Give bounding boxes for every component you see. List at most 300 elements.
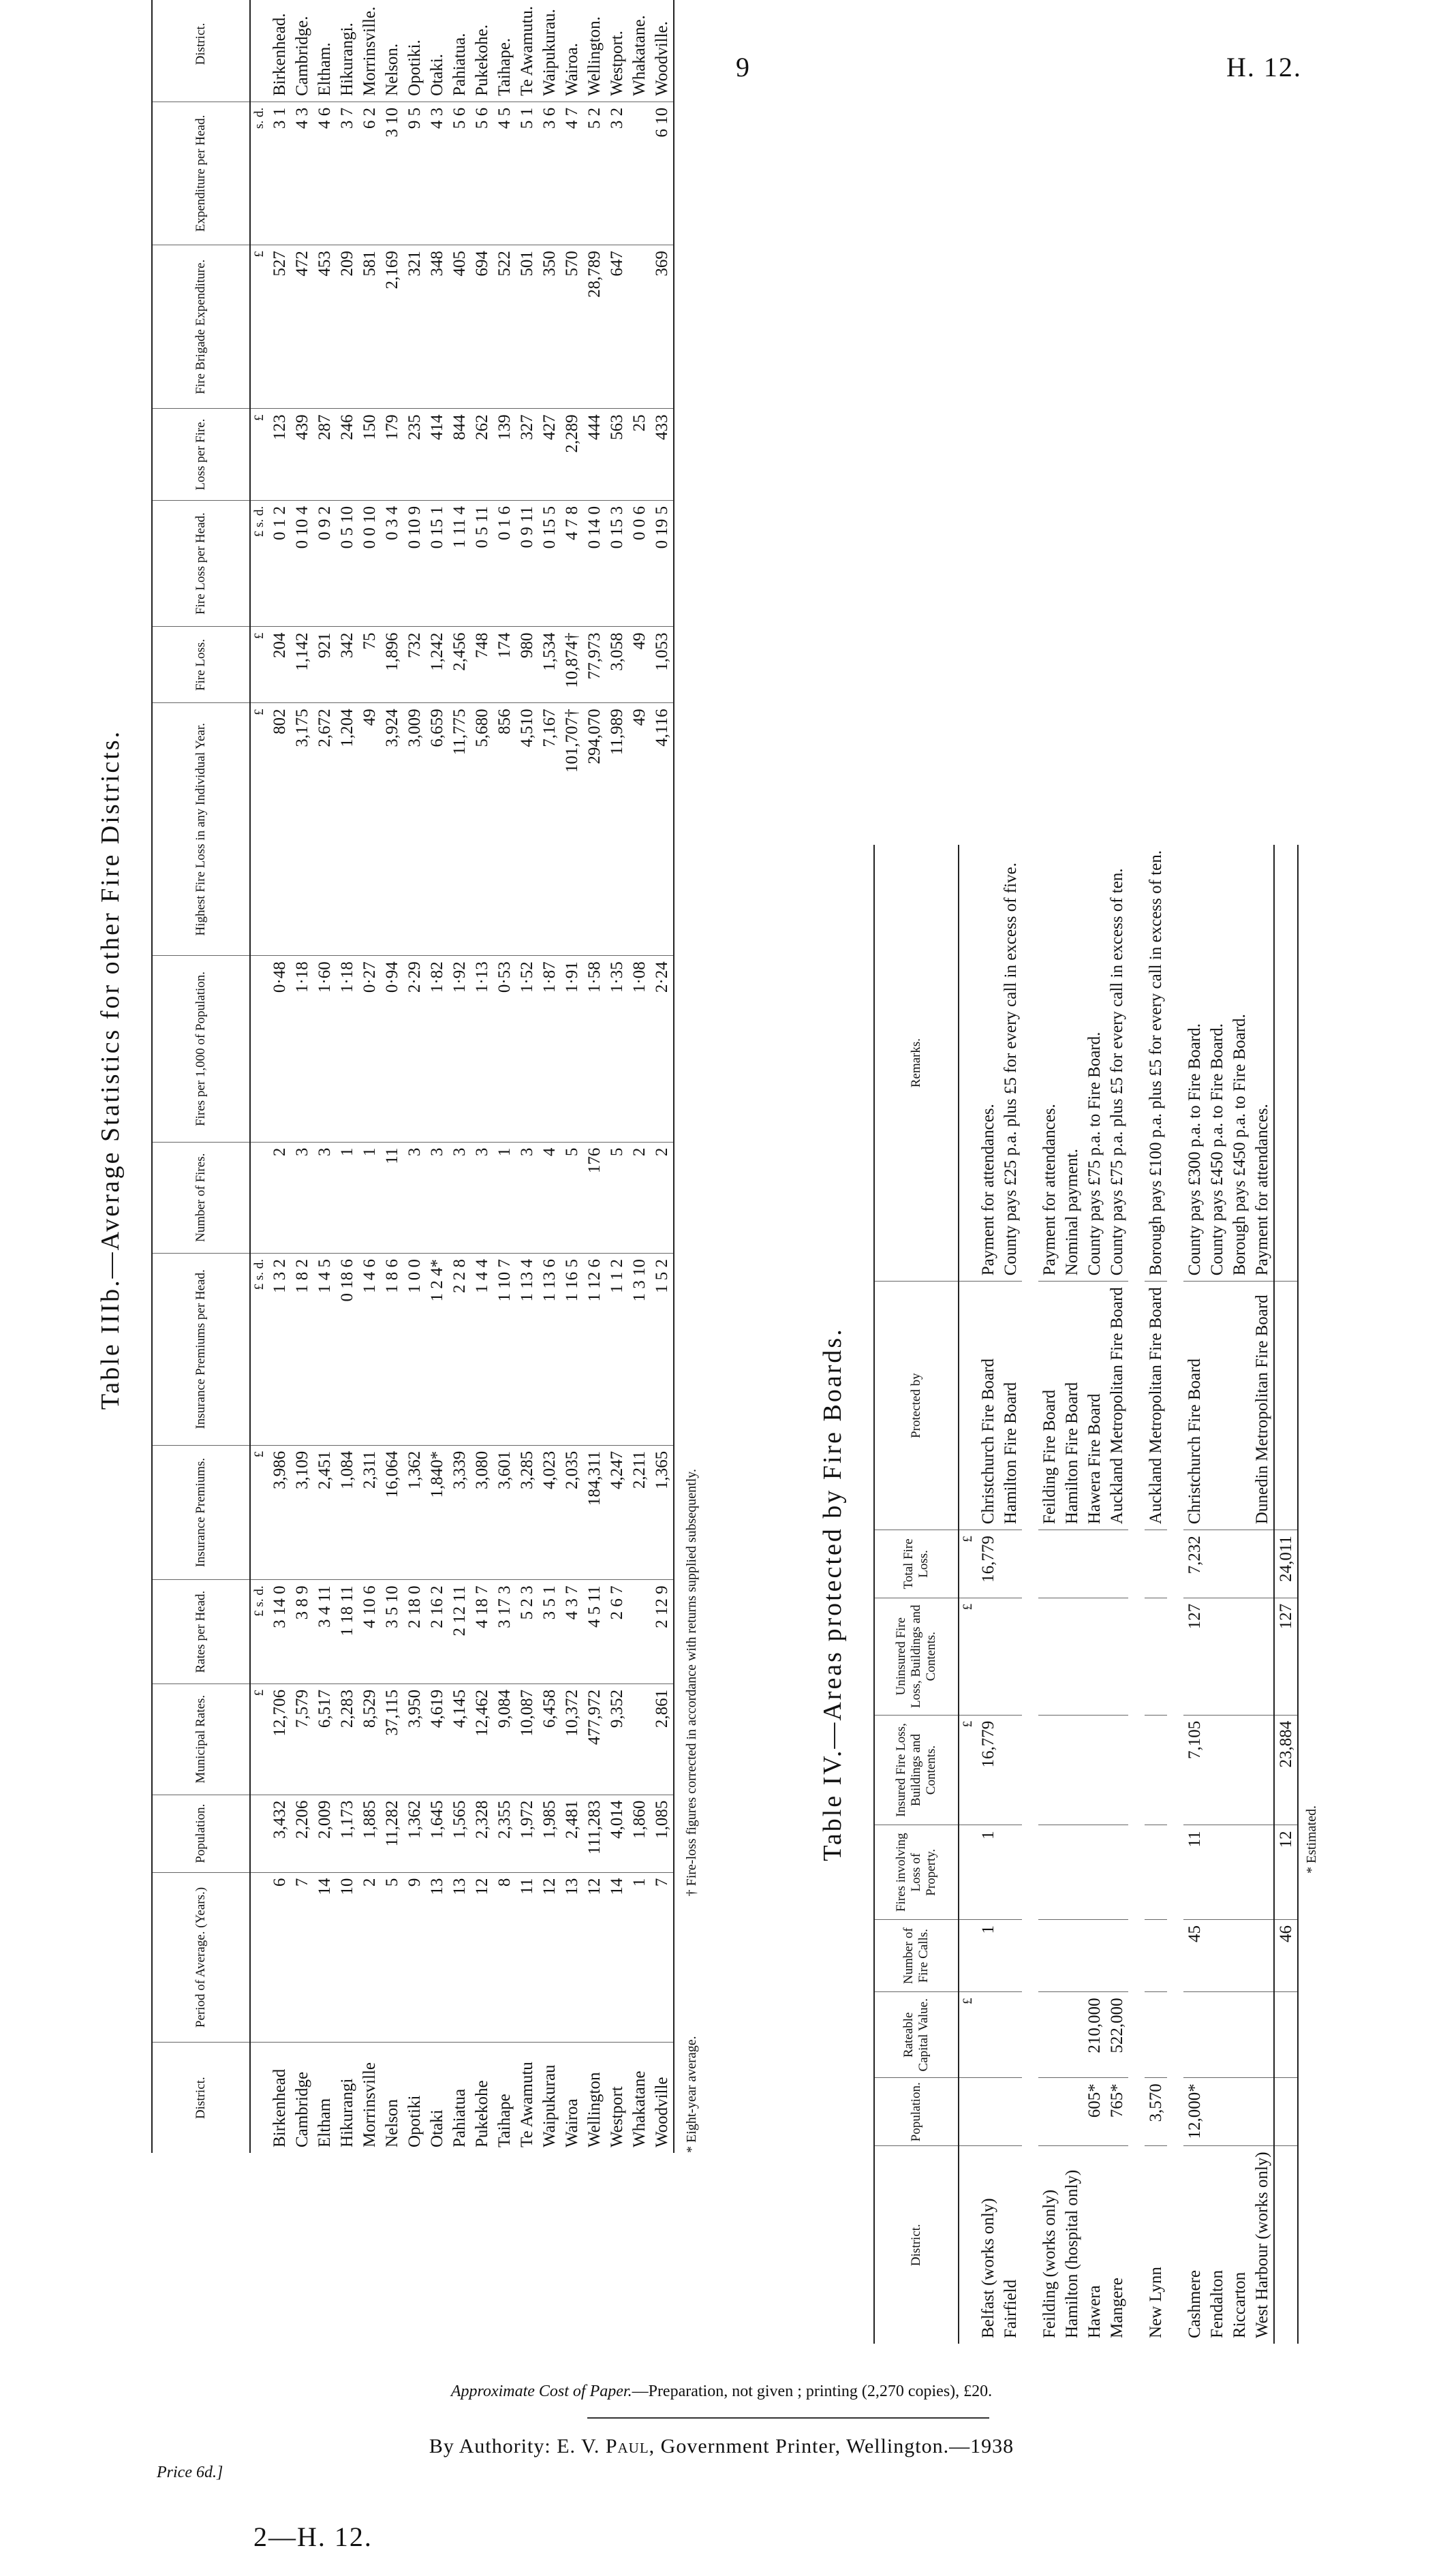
data-cell: 1 4 4 [471,1254,493,1446]
data-cell: 3,058 [606,627,628,703]
table-4-title: Table IV.—Areas protected by Fire Boards. [818,1327,847,1861]
data-cell [1038,1715,1061,1825]
data-cell [1038,1825,1061,1920]
data-cell [1228,1920,1251,1992]
remarks: County pays £25 p.a. plus £5 for every call in excess of five. [999,845,1022,1282]
data-cell [1145,1598,1167,1715]
data-cell [1206,1715,1228,1825]
column-header: Fires per 1,000 of Population. [152,956,250,1142]
table-row [1106,845,1128,2344]
data-cell: 1 [358,1142,381,1253]
data-cell: 477,972 [583,1683,606,1795]
data-cell: 204 [268,627,291,703]
data-cell: 1·18 [291,956,313,1142]
district-name: Wellington [585,2072,604,2147]
data-cell: 527 [268,245,291,409]
data-cell [1061,1530,1083,1598]
column-header: Expenditure per Head. [152,102,250,245]
data-cell: 6,659 [426,703,448,956]
data-cell: 980 [516,627,538,703]
data-cell [1206,1992,1228,2078]
unit-cell: £ [250,409,268,500]
price: Price 6d.] [157,2464,223,2481]
district-name: Whakatane [630,2070,649,2147]
data-cell [1106,1530,1128,1598]
data-cell [999,1598,1022,1715]
data-cell: 3 1 [268,102,291,245]
authority-prefix: By Authority: [429,2435,551,2457]
data-cell: 5 [381,1872,403,2043]
data-cell [1228,1715,1251,1825]
data-cell: 856 [493,703,516,956]
authority-line [0,2435,1443,2458]
data-cell: 844 [448,409,471,500]
table-row [313,0,336,2153]
data-cell: 4,145 [448,1683,471,1795]
table-row [606,0,628,2153]
district-name: Taihape. [493,0,516,102]
column-header: Protected by [874,1282,959,1530]
data-cell: 1 5 2 [651,1254,674,1446]
data-cell: 321 [403,245,426,409]
data-cell: 522,000 [1106,1992,1128,2078]
data-cell: 2,009 [313,1795,336,1872]
district-name: Taihape [495,2094,514,2147]
data-cell: 176 [583,1142,606,1253]
data-cell: 4 5 [493,102,516,245]
total-cell [1274,845,1298,1282]
data-cell: 3,570 [1145,2078,1167,2146]
data-cell: 1,896 [381,627,403,703]
data-cell: 694 [471,245,493,409]
data-cell: 1 8 2 [291,1254,313,1446]
data-cell: 1,534 [538,627,561,703]
data-cell: 2 12 11 [448,1580,471,1683]
data-cell: 5 2 [583,102,606,245]
data-cell: 0 0 6 [628,500,651,627]
data-cell: 16,779 [977,1715,999,1825]
table-row [1228,845,1251,2344]
table-row [1145,845,1167,2344]
data-cell: 1·82 [426,956,448,1142]
data-cell: 1·08 [628,956,651,1142]
unit-cell: £ s. d. [250,500,268,627]
data-cell: 1,142 [291,627,313,703]
table-4 [873,845,1299,2344]
district-name: Pahiatua. [448,0,471,102]
spacer-cell [1167,845,1183,2344]
table-row [448,0,471,2153]
data-cell [1061,1715,1083,1825]
data-cell: 2,328 [471,1795,493,1872]
unit-cell: £ [250,1445,268,1580]
data-cell: 2,451 [313,1445,336,1580]
data-cell: 1 1 2 [606,1254,628,1446]
data-cell: 1 16 5 [561,1254,583,1446]
data-cell: 0 15 3 [606,500,628,627]
data-cell: 1,053 [651,627,674,703]
unit-cell [250,1795,268,1872]
district-name: Wellington. [583,0,606,102]
total-cell [1274,2078,1298,2146]
data-cell: 1 2 4* [426,1254,448,1446]
data-cell: 1,565 [448,1795,471,1872]
district-name: Otaki. [426,0,448,102]
data-cell [1061,1920,1083,1992]
cost-label: Approximate Cost of Paper. [450,2383,632,2400]
protected-by: Feilding Fire Board [1038,1282,1061,1530]
data-cell: 150 [358,409,381,500]
column-header: Population. [874,2078,959,2146]
data-cell [999,1825,1022,1920]
data-cell: 0 15 1 [426,500,448,627]
protected-by [1228,1282,1251,1530]
data-cell: 235 [403,409,426,500]
data-cell: 3 [291,1142,313,1253]
data-cell: 6,517 [313,1683,336,1795]
data-cell: 1 18 11 [336,1580,358,1683]
remarks: Payment for attendances. [1251,845,1274,1282]
data-cell: 209 [336,245,358,409]
district-name: Hikurangi. [336,0,358,102]
data-cell: 2 [651,1142,674,1253]
data-cell: 1·35 [606,956,628,1142]
district-name: Cashmere [1185,2270,1204,2338]
remarks: Payment for attendances. [1038,845,1061,1282]
district-name: Fendalton [1208,2270,1226,2338]
column-header: Population. [152,1795,250,1872]
data-cell: 0 3 4 [381,500,403,627]
table-row [651,0,674,2153]
data-cell: 1,840* [426,1445,448,1580]
column-header: Remarks. [874,845,959,1282]
data-cell: 77,973 [583,627,606,703]
data-cell: 3 14 0 [268,1580,291,1683]
data-cell [1206,1825,1228,1920]
district-name: Morrinsville [360,2062,379,2147]
data-cell: 4 3 7 [561,1580,583,1683]
data-cell: 11,775 [448,703,471,956]
data-cell: 4,510 [516,703,538,956]
district-name: Wairoa. [561,0,583,102]
column-header: Loss per Fire. [152,409,250,500]
data-cell: 0 1 2 [268,500,291,627]
protected-by: Christchurch Fire Board [1183,1282,1206,1530]
data-cell: 0 10 4 [291,500,313,627]
data-cell: 1 3 10 [628,1254,651,1446]
table-3b-body [250,0,674,2153]
data-cell: 2,283 [336,1683,358,1795]
data-cell [1038,2078,1061,2146]
column-header: Fire Loss per Head. [152,500,250,627]
data-cell: 9,084 [493,1683,516,1795]
data-cell: 4 3 [291,102,313,245]
data-cell: 16,779 [977,1530,999,1598]
data-cell: 210,000 [1083,1992,1106,2078]
data-cell: 0 14 0 [583,500,606,627]
protected-by: Hamilton Fire Board [1061,1282,1083,1530]
unit-cell: £ [959,1992,977,2078]
data-cell: 369 [651,245,674,409]
data-cell: 921 [313,627,336,703]
data-cell: 2,206 [291,1795,313,1872]
district-name: Pahiatua [450,2088,469,2147]
spacer-row [1128,845,1145,2344]
unit-cell: £ [250,627,268,703]
data-cell: 5 6 [448,102,471,245]
data-cell: 6,458 [538,1683,561,1795]
total-cell [1274,1992,1298,2078]
remarks: Payment for attendances. [977,845,999,1282]
data-cell: 7,232 [1183,1530,1206,1598]
column-header: District. [152,2043,250,2153]
column-header: District. [152,0,250,102]
data-cell: 14 [606,1872,628,2043]
remarks: Nominal payment. [1061,845,1083,1282]
data-cell: 0 5 11 [471,500,493,627]
column-header: District. [874,2146,959,2344]
data-cell: 3,950 [403,1683,426,1795]
column-header: Uninsured Fire Loss, Buildings and Contents. [874,1598,959,1715]
data-cell: 8,529 [358,1683,381,1795]
table-row [381,0,403,2153]
data-cell [1228,1992,1251,2078]
data-cell: 5 6 [471,102,493,245]
total-cell [1274,2146,1298,2344]
data-cell [1183,1992,1206,2078]
data-cell: 12,706 [268,1683,291,1795]
data-cell: 1·58 [583,956,606,1142]
district-name: Feilding (works only) [1040,2189,1059,2338]
district-name: Morrinsville. [358,0,381,102]
data-cell: 3 [313,1142,336,1253]
data-cell [1145,1920,1167,1992]
data-cell: 49 [358,703,381,956]
table-row [403,0,426,2153]
column-header: Municipal Rates. [152,1683,250,1795]
data-cell: 246 [336,409,358,500]
data-cell [1038,1992,1061,2078]
data-cell [1145,1992,1167,2078]
data-cell: 4 7 8 [561,500,583,627]
data-cell: 1 [493,1142,516,1253]
data-cell: 1 [336,1142,358,1253]
data-cell: 4,116 [651,703,674,956]
data-cell: 287 [313,409,336,500]
table-4-body [959,845,1298,2344]
data-cell: 179 [381,409,403,500]
data-cell: 1,204 [336,703,358,956]
data-cell: 3 5 1 [538,1580,561,1683]
data-cell: 453 [313,245,336,409]
unit-cell: £ s. d. [250,1580,268,1683]
column-header: Insured Fire Loss, Buildings and Contents. [874,1715,959,1825]
data-cell: 2,355 [493,1795,516,1872]
data-cell: 1·18 [336,956,358,1142]
data-cell [1083,1825,1106,1920]
data-cell: 0 0 10 [358,500,381,627]
column-header: Insurance Premiums. [152,1445,250,1580]
data-cell: 1 13 4 [516,1254,538,1446]
data-cell: 765* [1106,2078,1128,2146]
data-cell: 294,070 [583,703,606,956]
data-cell [999,1992,1022,2078]
protected-by: Dunedin Metropolitan Fire Board [1251,1282,1274,1530]
data-cell: 0 18 6 [336,1254,358,1446]
data-cell [1206,2078,1228,2146]
data-cell: 3 4 11 [313,1580,336,1683]
data-cell: 0·94 [381,956,403,1142]
data-cell: 2,861 [651,1683,674,1795]
data-cell: 2,289 [561,409,583,500]
data-cell: 4,619 [426,1683,448,1795]
data-cell: 2,456 [448,627,471,703]
data-cell: 2,672 [313,703,336,956]
district-name: Opotiki. [403,0,426,102]
data-cell: 2,311 [358,1445,381,1580]
data-cell [1206,1530,1228,1598]
data-cell: 1,362 [403,1445,426,1580]
data-cell: 4,023 [538,1445,561,1580]
table-row [583,0,606,2153]
data-cell: 1,242 [426,627,448,703]
data-cell [1145,1530,1167,1598]
district-name: Pukekohe [473,2080,491,2147]
data-cell: 3,080 [471,1445,493,1580]
data-cell: 8 [493,1872,516,2043]
district-name: Birkenhead [270,2068,289,2147]
data-cell: 3 [471,1142,493,1253]
data-cell: 1 [977,1825,999,1920]
data-cell: 1 11 4 [448,500,471,627]
data-cell: 605* [1083,2078,1106,2146]
data-cell: 4 6 [313,102,336,245]
table-row [999,845,1022,2344]
data-cell [977,1598,999,1715]
data-cell: 10,874† [561,627,583,703]
data-cell: 414 [426,409,448,500]
table-row [291,0,313,2153]
data-cell: 348 [426,245,448,409]
table-3b-title: Table IIIb.—Average Statistics for other Fire Districts. [96,729,125,1410]
protected-by: Christchurch Fire Board [977,1282,999,1530]
data-cell: 1,860 [628,1795,651,1872]
district-name: Whakatane. [628,0,651,102]
data-cell: 4 5 11 [583,1580,606,1683]
data-cell [628,1683,651,1795]
table-3b-header-row [152,0,250,2153]
data-cell [1251,1992,1274,2078]
totals-row [1274,845,1298,2344]
district-name: Riccarton [1230,2271,1249,2338]
table-row [1061,845,1083,2344]
data-cell: 1,365 [651,1445,674,1580]
data-cell [1251,1715,1274,1825]
district-name: Te Awamutu. [516,0,538,102]
data-cell: 444 [583,409,606,500]
table-row [1183,845,1206,2344]
data-cell: 1 [977,1920,999,1992]
column-header: Rateable Capital Value. [874,1992,959,2078]
data-cell [1251,1920,1274,1992]
table-row [628,0,651,2153]
data-cell: 2 12 9 [651,1580,674,1683]
data-cell: 1 0 0 [403,1254,426,1446]
data-cell: 13 [426,1872,448,2043]
district-name: Woodville [651,2043,674,2153]
data-cell: 1,362 [403,1795,426,1872]
unit-cell [959,1282,977,1530]
data-cell: 3,109 [291,1445,313,1580]
data-cell [1251,1825,1274,1920]
unit-cell: £ s. d. [250,1254,268,1446]
data-cell: 3,009 [403,703,426,956]
data-cell: 2 [268,1142,291,1253]
data-cell [1228,1825,1251,1920]
data-cell: 1·13 [471,956,493,1142]
data-cell [1145,1715,1167,1825]
data-cell: 6 2 [358,102,381,245]
unit-cell [250,0,268,102]
table-row [516,0,538,2153]
printer-name: E. V. Paul, [557,2435,655,2457]
data-cell [1061,1598,1083,1715]
data-cell [1206,1920,1228,1992]
district-name: Wairoa [563,2098,581,2147]
unit-cell [959,845,977,1282]
column-header: Fire Brigade Expenditure. [152,245,250,409]
units-row [250,0,268,2153]
data-cell [977,2078,999,2146]
data-cell: 3,432 [268,1795,291,1872]
data-cell [628,245,651,409]
district-name: Fairfield [1002,2279,1020,2338]
data-cell: 1 3 2 [268,1254,291,1446]
note-eight-year: * Eight-year average. [684,2036,699,2153]
district-name: Westport. [606,0,628,102]
spacer-row [1022,845,1038,2344]
unit-cell: £ [959,1715,977,1825]
data-cell: 3 17 3 [493,1580,516,1683]
data-cell: 1,084 [336,1445,358,1580]
data-cell: 581 [358,245,381,409]
district-name: Woodville. [651,0,674,102]
column-header: Number of Fire Calls. [874,1920,959,1992]
data-cell [1106,1715,1128,1825]
data-cell: 11,282 [381,1795,403,1872]
data-cell: 3 5 10 [381,1580,403,1683]
unit-cell: £ [250,703,268,956]
data-cell: 11 [381,1142,403,1253]
data-cell: 2,169 [381,245,403,409]
data-cell: 111,283 [583,1795,606,1872]
data-cell: 45 [1183,1920,1206,1992]
data-cell: 0·27 [358,956,381,1142]
data-cell: 3,285 [516,1445,538,1580]
data-cell: 9 [403,1872,426,2043]
data-cell: 4 7 [561,102,583,245]
data-cell: 2·24 [651,956,674,1142]
column-header: Fire Loss. [152,627,250,703]
unit-cell [250,1142,268,1253]
data-cell: 0 10 9 [403,500,426,627]
data-cell: 2 18 0 [403,1580,426,1683]
data-cell: 6 [268,1872,291,2043]
data-cell: 49 [628,703,651,956]
column-header: Total Fire Loss. [874,1530,959,1598]
data-cell: 101,707† [561,703,583,956]
data-cell: 501 [516,245,538,409]
